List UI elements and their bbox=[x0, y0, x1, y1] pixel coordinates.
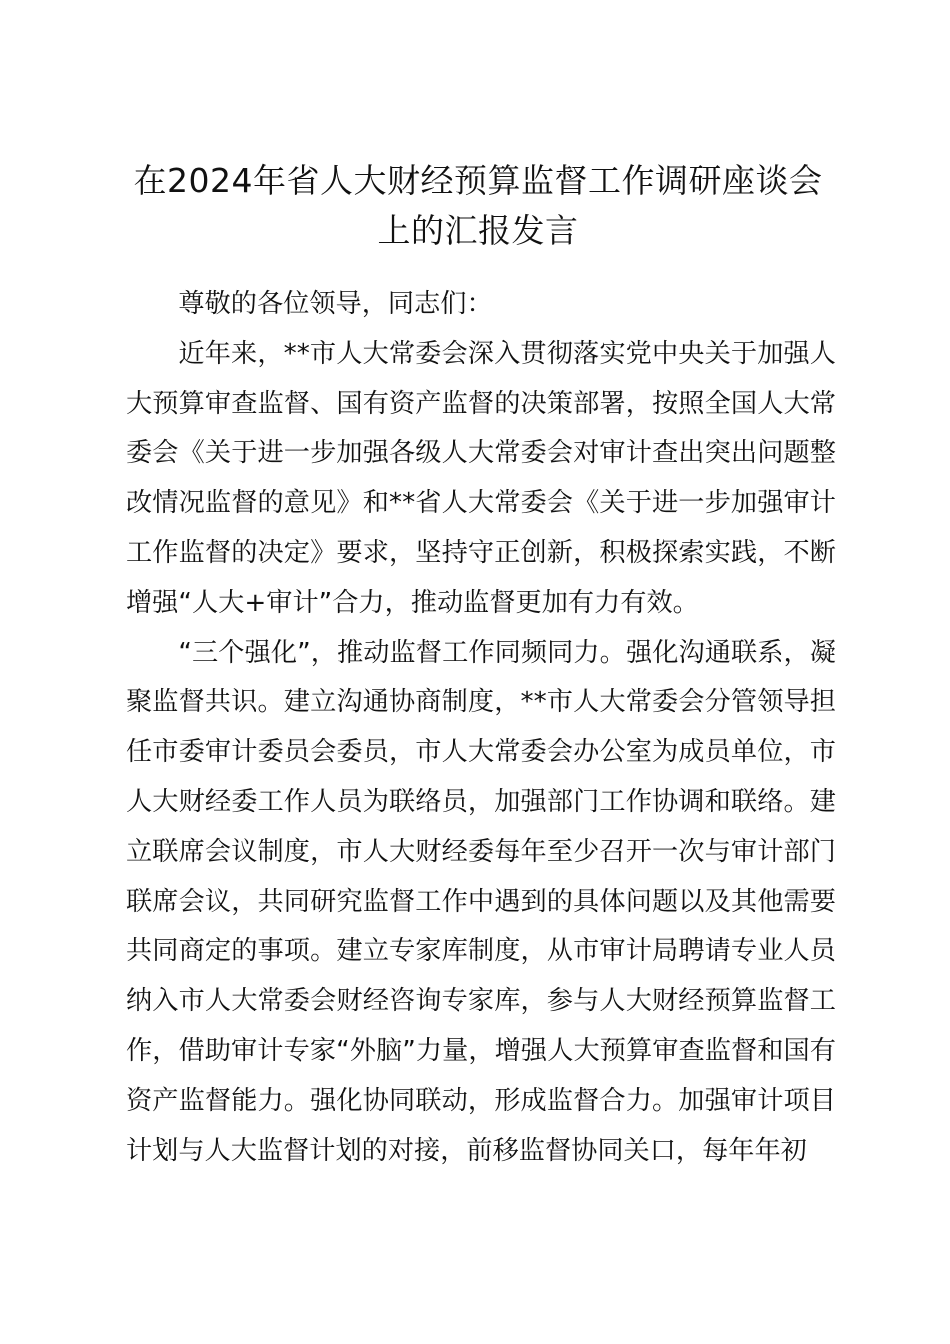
paragraph-three-strengthen: “三个强化”，推动监督工作同频同力。强化沟通联系，凝聚监督共识。建立沟通协商制度，**市人大常委会分管领导担任市委审计委员会委员，市人大常委会办公室为成员单位，市人大财经委工作人员为联络员，加强部门工作协调和联络。建立联席会议制度，市人大财经委每年至少召开一次与审计部门联席会议，共同研究监督工作中遇到的具体问题以及其他需要共同商定的事项。建立专家库制度，从市审计局聘请专业人员纳入市人大常委会财经咨询专家库，参与人大财经预算监督工作，借助审计专家“外脑”力量，增强人大预算审查监督和国有资产监督能力。强化协同联动，形成监督合力。加强审计项目计划与人大监督计划的对接，前移监督协同关口，每年年初 bbox=[126, 637, 836, 1166]
document-body bbox=[126, 280, 836, 1176]
paragraph-intro: 近年来，**市人大常委会深入贯彻落实党中央关于加强人大预算审查监督、国有资产监督的决策部署，按照全国人大常委会《关于进一步加强各级人大常委会对审计查出突出问题整改情况监督的意见》和**省人大常委会《关于进一步加强审计工作监督的决定》要求，坚持守正创新，积极探索实践，不断增强“人大+审计”合力，推动监督更加有力有效。 bbox=[126, 338, 836, 618]
salutation: 尊敬的各位领导，同志们： bbox=[178, 289, 493, 319]
document-title: 在2024年省人大财经预算监督工作调研座谈会上的汇报发言 bbox=[133, 161, 823, 250]
